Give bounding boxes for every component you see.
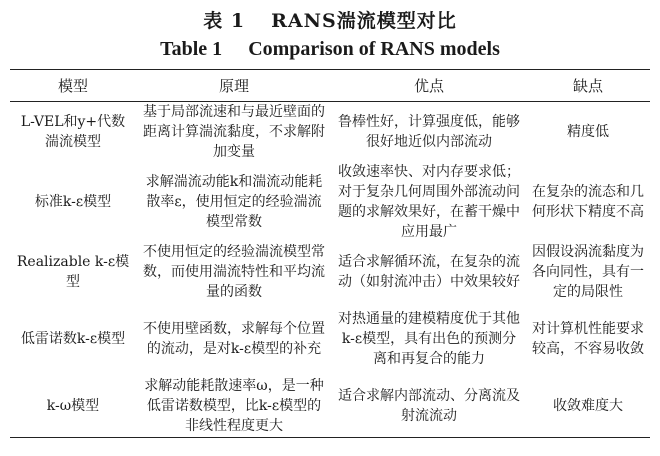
cell-pros: 适合求解内部流动、分离流及射流流动 xyxy=(332,375,526,437)
table-caption-english xyxy=(0,38,660,61)
header-principle: 原理 xyxy=(136,70,332,102)
header-cons: 缺点 xyxy=(526,70,650,102)
cell-model: 标准k-ε模型 xyxy=(34,194,112,210)
header-model: 模型 xyxy=(10,70,136,102)
cell-principle: 求解湍流动能k和湍流动能耗散率ε，使用恒定的经验湍流模型常数 xyxy=(145,174,323,230)
caption-en-title: Comparison of RANS models xyxy=(248,38,500,60)
caption-cn-number: 表 1 xyxy=(203,10,246,32)
cell-pros: 适合求解循环流，在复杂的流动（如射流冲击）中效果较好 xyxy=(338,254,520,290)
cell-cons: 对计算机性能要求较高，不容易收敛 xyxy=(532,320,644,357)
cell-principle: 求解动能耗散速率ω，是一种低雷诺数模型，比k-ε模型的非线性程度更大 xyxy=(136,375,332,437)
table-row xyxy=(10,162,650,242)
rans-comparison-table xyxy=(10,69,650,438)
table-row xyxy=(10,302,650,375)
table-caption-chinese xyxy=(0,6,660,33)
caption-en-number: Table 1 xyxy=(160,38,223,60)
cell-principle: 基于局部流速和与最近壁面的距离计算湍流黏度，不求解附加变量 xyxy=(143,104,325,160)
table-row xyxy=(10,242,650,302)
cell-model: Realizable k-ε模型 xyxy=(16,254,130,290)
cell-pros: 收敛速率快、对内存要求低；对于复杂几何周围外部流动问题的求解效果好，在蓄干燥中应用最广 xyxy=(338,164,520,240)
cell-cons: 精度低 xyxy=(567,124,609,140)
cell-cons: 在复杂的流态和几何形状下精度不高 xyxy=(532,184,644,220)
table-row xyxy=(10,375,650,437)
caption-cn-title: RANS湍流模型对比 xyxy=(271,10,457,32)
cell-model: k-ω模型 xyxy=(10,375,136,437)
header-pros: 优点 xyxy=(332,70,526,102)
table-header-row xyxy=(10,70,650,102)
table-row xyxy=(10,102,650,163)
cell-principle: 不使用恒定的经验湍流模型常数，而使用湍流特性和平均流量的函数 xyxy=(143,244,325,300)
cell-principle: 不使用壁函数，求解每个位置的流动，是对k-ε模型的补充 xyxy=(143,320,325,357)
cell-pros: 鲁棒性好，计算强度低，能够很好地近似内部流动 xyxy=(338,114,520,150)
cell-cons: 收敛难度大 xyxy=(526,375,650,437)
cell-pros: 对热通量的建模精度优于其他k-ε模型，具有出色的预测分离和再复合的能力 xyxy=(338,310,520,367)
cell-model: 低雷诺数k-ε模型 xyxy=(20,330,126,347)
cell-model: L-VEL和y+代数湍流模型 xyxy=(20,114,126,150)
cell-cons: 因假设涡流黏度为各向同性，具有一定的局限性 xyxy=(532,244,644,300)
